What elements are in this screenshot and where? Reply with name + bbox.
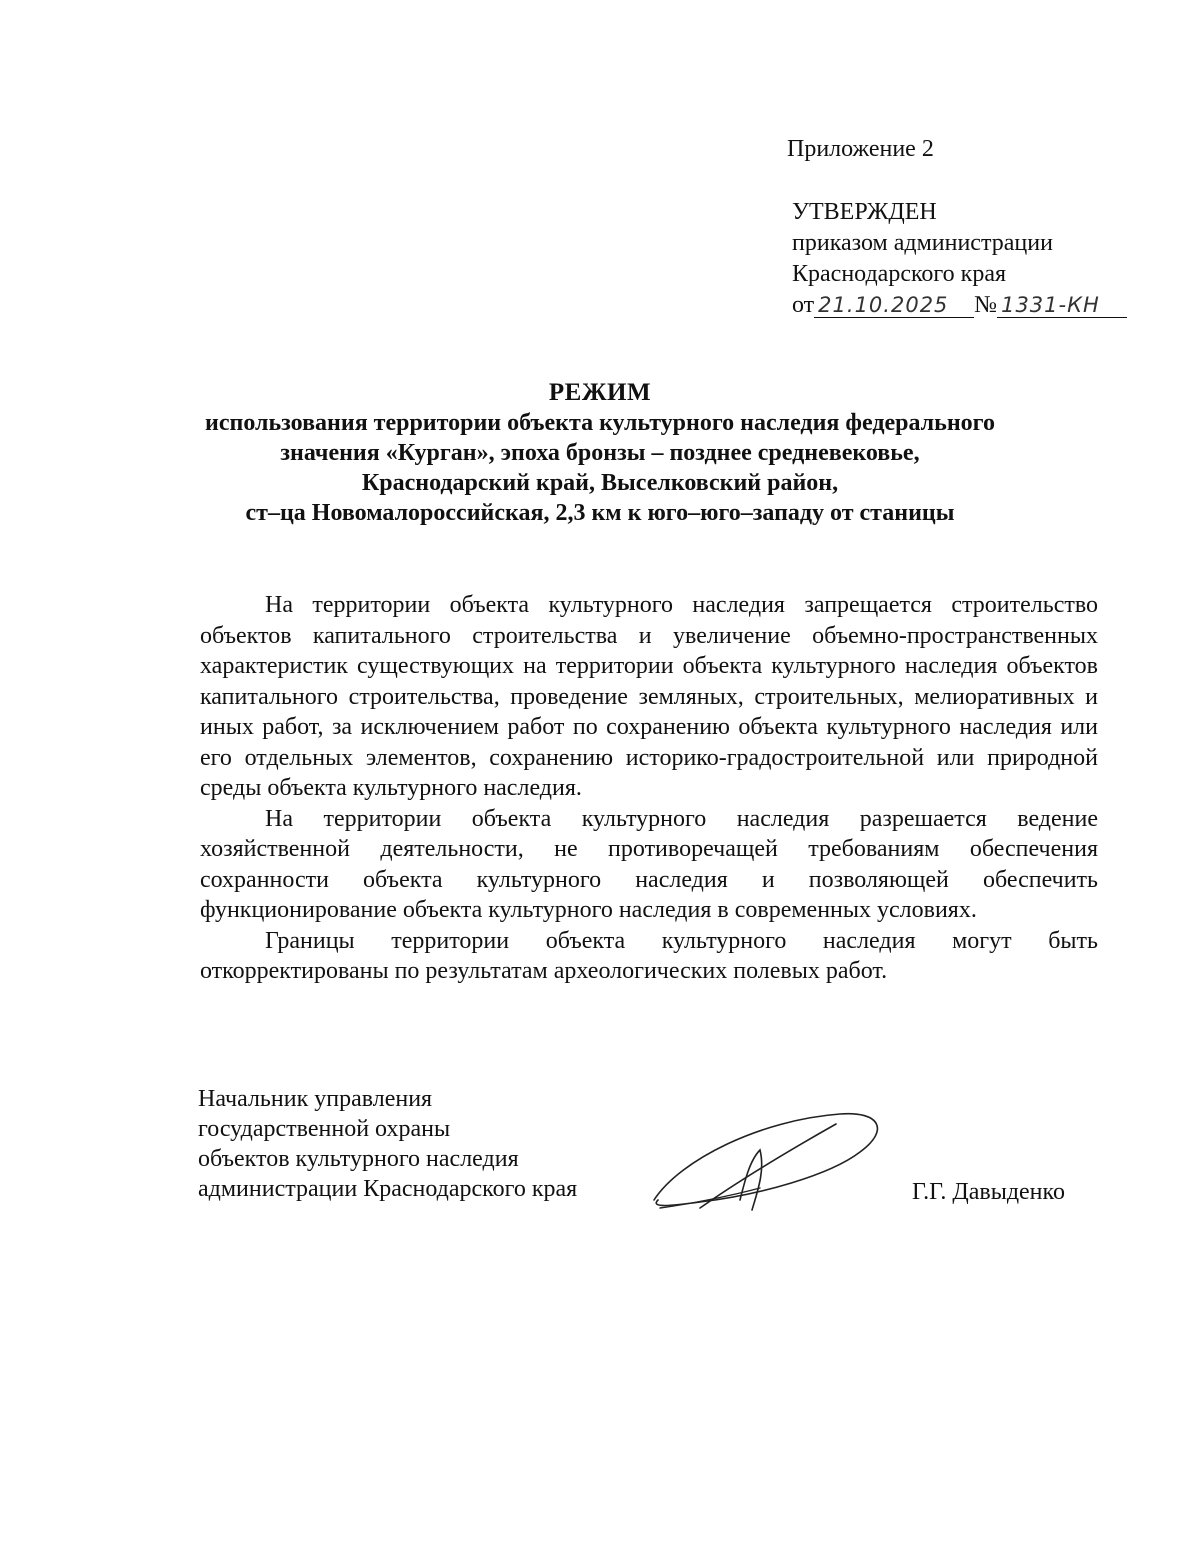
paragraph-permissions: На территории объекта культурного наследия разрешается ведение хозяйственной деятельности, не противоречащей требованиям обеспечения сохранности объекта культурного наследия и позволяющей обеспечить функционирование объекта культурного наследия в современных условиях. bbox=[200, 805, 1098, 923]
order-line-1: приказом администрации bbox=[792, 230, 1053, 256]
appendix-label: Приложение 2 bbox=[787, 136, 934, 162]
title-line-4: ст–ца Новомалороссийская, 2,3 км к юго–юго–западу от станицы bbox=[245, 500, 955, 526]
approval-stamp bbox=[792, 197, 1127, 322]
handwritten-signature bbox=[640, 1100, 890, 1230]
title-heading: РЕЖИМ bbox=[548, 379, 652, 406]
title-line-3: Краснодарский край, Выселковский район, bbox=[361, 470, 839, 496]
signatory-name: Г.Г. Давыденко bbox=[912, 1179, 1065, 1205]
order-date-number bbox=[792, 290, 1127, 322]
position-line-2: государственной охраны bbox=[198, 1116, 451, 1142]
number-prefix: № bbox=[974, 292, 998, 318]
paragraph-boundaries: Границы территории объекта культурного наследия могут быть откорректированы по результатам археологических полевых работ. bbox=[200, 927, 1098, 984]
document-title bbox=[150, 378, 1050, 528]
order-number: 1331-КН bbox=[997, 293, 1127, 318]
paragraph-prohibitions: На территории объекта культурного наследия запрещается строительство объектов капитального строительства и увеличение объемно-пространственных характеристик существующих на территории объекта культурного наследия объектов капитального строительства, проведение земляных, строительных, мелиоративных и иных работ, за исключением работ по сохранению объекта культурного наследия или его отдельных элементов, сохранению историко-градостроительной или природной среды объекта культурного наследия. bbox=[200, 592, 1098, 801]
title-line-2: значения «Курган», эпоха бронзы – позднее средневековье, bbox=[280, 440, 920, 466]
approved-label: УТВЕРЖДЕН bbox=[792, 199, 937, 225]
position-line-1: Начальник управления bbox=[198, 1086, 433, 1112]
position-line-4: администрации Краснодарского края bbox=[198, 1176, 578, 1202]
document-body bbox=[200, 590, 1098, 987]
date-prefix: от bbox=[792, 292, 815, 318]
order-line-2: Краснодарского края bbox=[792, 261, 1007, 287]
order-date: 21.10.2025 bbox=[814, 293, 974, 318]
position-line-3: объектов культурного наследия bbox=[198, 1146, 519, 1172]
title-line-1: использования территории объекта культурного наследия федерального bbox=[205, 410, 995, 436]
signatory-position bbox=[198, 1084, 577, 1204]
